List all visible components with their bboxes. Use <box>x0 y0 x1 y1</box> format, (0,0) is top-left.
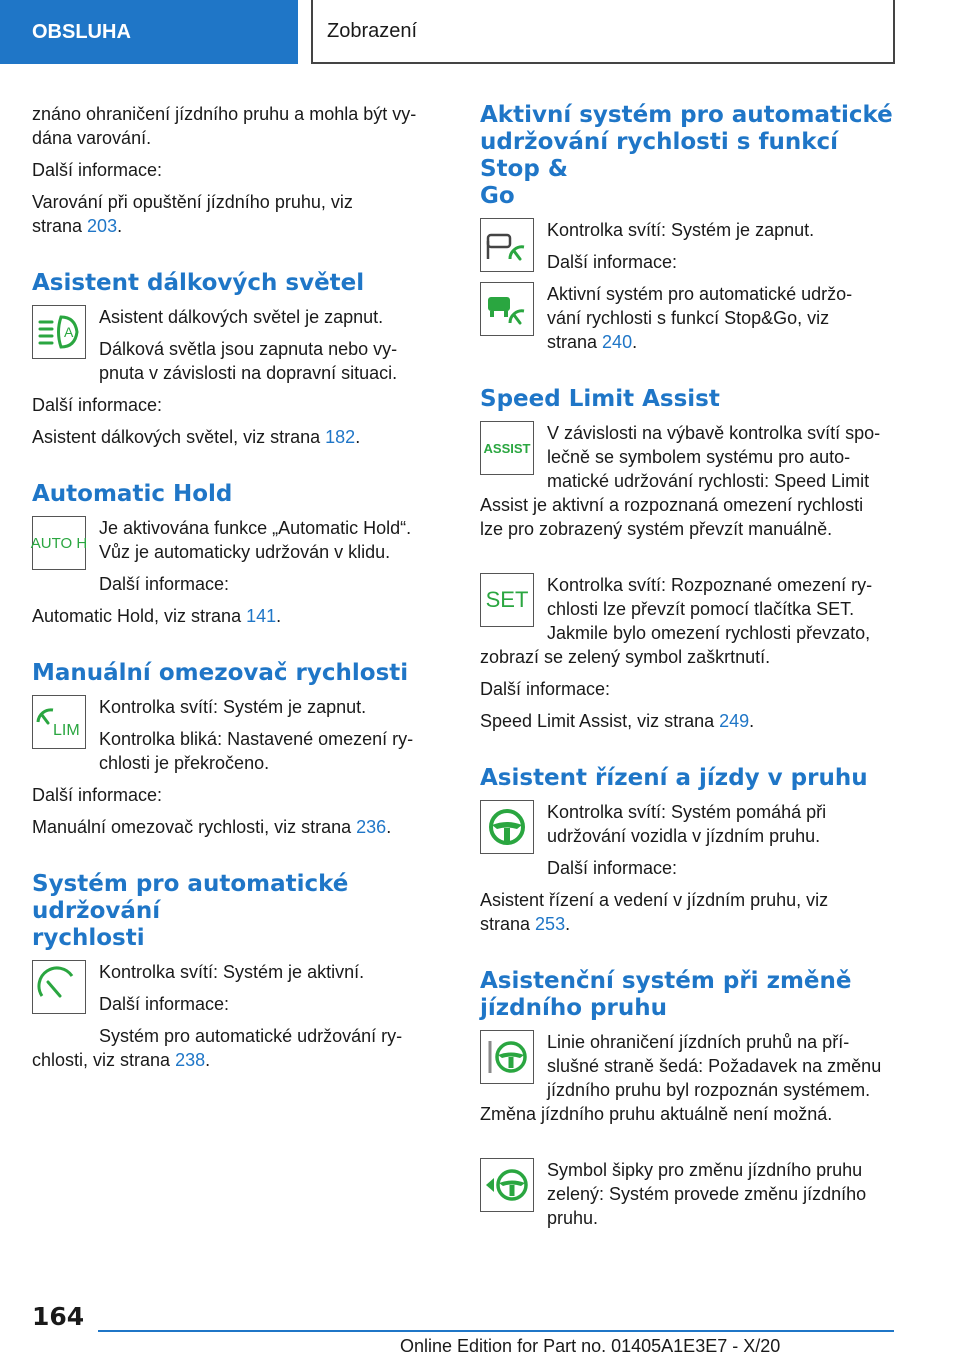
reference-text: Manuální omezovač rychlosti, viz strana 236. <box>32 817 392 837</box>
high-beam-heading: Asistent dálkových světel <box>32 270 365 296</box>
status-text: lze pro zobrazený systém převzít manuálně. <box>480 519 833 539</box>
intro-reference: Varování při opuštění jízdního pruhu, viz <box>32 192 353 212</box>
acc-gray-icon <box>480 218 534 272</box>
status-text: udržování vozidla v jízdním pruhu. <box>547 826 821 846</box>
status-text: V závislosti na výbavě kontrolka svítí spo- <box>547 423 881 443</box>
cruise-heading: rychlosti <box>32 925 145 951</box>
status-text: Dálková světla jsou zapnuta nebo vy- <box>99 339 398 359</box>
reference-text: chlosti, viz strana 238. <box>32 1050 211 1070</box>
status-text: Kontrolka svítí: Systém pomáhá při <box>547 802 827 822</box>
more-info-label: Další informace: <box>99 994 230 1014</box>
more-info-label: Další informace: <box>99 574 230 594</box>
page-link[interactable]: 182 <box>325 427 356 447</box>
status-text: slušné straně šedá: Požadavek na změnu <box>547 1056 882 1076</box>
svg-text:A: A <box>64 324 74 340</box>
acc-entry <box>480 218 898 354</box>
status-text: Symbol šipky pro změnu jízdního pruhu <box>547 1160 863 1180</box>
status-text: Kontrolka bliká: Nastavené omezení ry- <box>99 729 414 749</box>
reference-text: strana 240. <box>547 332 638 352</box>
lane-change-gray-icon <box>480 1030 534 1084</box>
page-link[interactable]: 238 <box>175 1050 206 1070</box>
section-title: Zobrazení <box>327 19 418 42</box>
intro-reference: strana 203. <box>32 216 123 236</box>
reference-text: Asistent dálkových světel, viz strana 182. <box>32 427 361 447</box>
auto-hold-entry <box>32 516 452 596</box>
set-icon-text: SET <box>485 587 529 612</box>
status-text: zelený: Systém provede změnu jízdního <box>547 1184 867 1204</box>
section-header <box>311 0 895 64</box>
page-link[interactable]: 203 <box>87 216 118 236</box>
status-text: chlosti je překročeno. <box>99 753 270 773</box>
reference-text: strana 253. <box>480 914 571 934</box>
acc-heading: Go <box>480 183 515 209</box>
lane-change-arrow-entry <box>480 1158 898 1230</box>
speed-limit-assist-icon <box>480 421 534 475</box>
sla-heading: Speed Limit Assist <box>480 386 720 412</box>
limiter-heading: Manuální omezovač rychlosti <box>32 660 409 686</box>
more-info-label: Další informace: <box>32 395 163 415</box>
acc-heading: udržování rychlosti s funkcí Stop & <box>480 129 839 182</box>
chapter-tab[interactable] <box>0 0 298 64</box>
more-info-label: Další informace: <box>32 785 163 805</box>
status-text: Vůz je automaticky udržován v klidu. <box>99 542 391 562</box>
page-link[interactable]: 236 <box>356 817 387 837</box>
page-link[interactable]: 249 <box>719 711 750 731</box>
status-text: chlosti lze převzít pomocí tlačítka SET. <box>547 599 855 619</box>
acc-heading: Aktivní systém pro automatické <box>480 102 893 128</box>
assist-icon-text: ASSIST <box>483 440 531 456</box>
reference-text: vání rychlosti s funkcí Stop&Go, viz <box>547 308 830 328</box>
reference-text: Speed Limit Assist, viz strana 249. <box>480 711 755 731</box>
more-info-label: Další informace: <box>547 858 678 878</box>
reference-text: Aktivní systém pro automatické udržo- <box>547 284 853 304</box>
lane-change-arrow-icon <box>480 1158 534 1212</box>
cruise-entry <box>32 960 452 1048</box>
lane-change-heading: Asistenční systém při změně <box>480 968 852 994</box>
status-text: Je aktivována funkce „Automatic Hold“. <box>99 518 412 538</box>
lane-change-heading: jízdního pruhu <box>480 995 667 1021</box>
more-info-label: Další informace: <box>32 160 163 180</box>
high-beam-assist-icon <box>32 305 86 359</box>
status-text: Kontrolka svítí: Systém je zapnut. <box>547 220 815 240</box>
steering-wheel-green-icon <box>480 800 534 854</box>
status-text: pnuta v závislosti na dopravní situaci. <box>99 363 398 383</box>
steering-entry <box>480 800 898 880</box>
page-link[interactable]: 253 <box>535 914 566 934</box>
speed-limiter-icon-text: LIM <box>53 722 80 739</box>
status-text: Asistent dálkových světel je zapnut. <box>99 307 384 327</box>
auto-hold-icon-text: AUTO H <box>30 534 88 552</box>
status-text: lečně se symbolem systému pro auto- <box>547 447 851 467</box>
status-text: matické udržování rychlosti: Speed Limit <box>547 471 870 491</box>
sla-assist-entry <box>480 421 898 493</box>
status-text: zobrazí se zelený symbol zaškrtnutí. <box>480 647 771 667</box>
status-text: jízdního pruhu byl rozpoznán systémem. <box>547 1080 871 1100</box>
status-text: Kontrolka svítí: Systém je zapnut. <box>99 697 367 717</box>
limiter-entry <box>32 695 452 775</box>
high-beam-entry <box>32 305 452 385</box>
more-info-label: Další informace: <box>547 252 678 272</box>
status-text: Linie ohraničení jízdních pruhů na pří- <box>547 1032 850 1052</box>
cruise-control-icon <box>32 960 86 1014</box>
footer-divider <box>98 1330 894 1332</box>
cruise-heading: Systém pro automatické udržování <box>32 871 349 924</box>
status-text: Kontrolka svítí: Rozpoznané omezení ry- <box>547 575 873 595</box>
chapter-tab-label: OBSLUHA <box>32 20 131 43</box>
intro-text: dána varování. <box>32 128 152 148</box>
steering-heading: Asistent řízení a jízdy v pruhu <box>480 765 868 791</box>
status-text: Změna jízdního pruhu aktuálně není možná. <box>480 1104 833 1124</box>
speed-limit-set-icon <box>480 573 534 627</box>
lane-change-gray-entry <box>480 1030 898 1102</box>
page-link[interactable]: 240 <box>602 332 633 352</box>
page-link[interactable]: 141 <box>246 606 277 626</box>
status-text: pruhu. <box>547 1208 599 1228</box>
status-text: Kontrolka svítí: Systém je aktivní. <box>99 962 365 982</box>
reference-text: Automatic Hold, viz strana 141. <box>32 606 282 626</box>
reference-text: Systém pro automatické udržování ry- <box>99 1026 403 1046</box>
page-number: 164 <box>32 1302 85 1331</box>
status-text: Jakmile bylo omezení rychlosti převzato, <box>547 623 871 643</box>
auto-hold-heading: Automatic Hold <box>32 481 233 507</box>
status-text: Assist je aktivní a rozpoznaná omezení rychlosti <box>480 495 864 515</box>
acc-green-icon <box>480 282 534 336</box>
auto-hold-icon <box>32 516 86 570</box>
left-column <box>32 102 452 1072</box>
reference-text: Asistent řízení a vedení v jízdním pruhu, viz <box>480 890 829 910</box>
sla-set-entry <box>480 573 898 645</box>
intro-text: znáno ohraničení jízdního pruhu a mohla být vy- <box>32 104 417 124</box>
edition-footer: Online Edition for Part no. 01405A1E3E7 - X/20 <box>400 1336 781 1356</box>
speed-limiter-icon <box>32 695 86 749</box>
right-column <box>480 102 898 1230</box>
more-info-label: Další informace: <box>480 679 611 699</box>
